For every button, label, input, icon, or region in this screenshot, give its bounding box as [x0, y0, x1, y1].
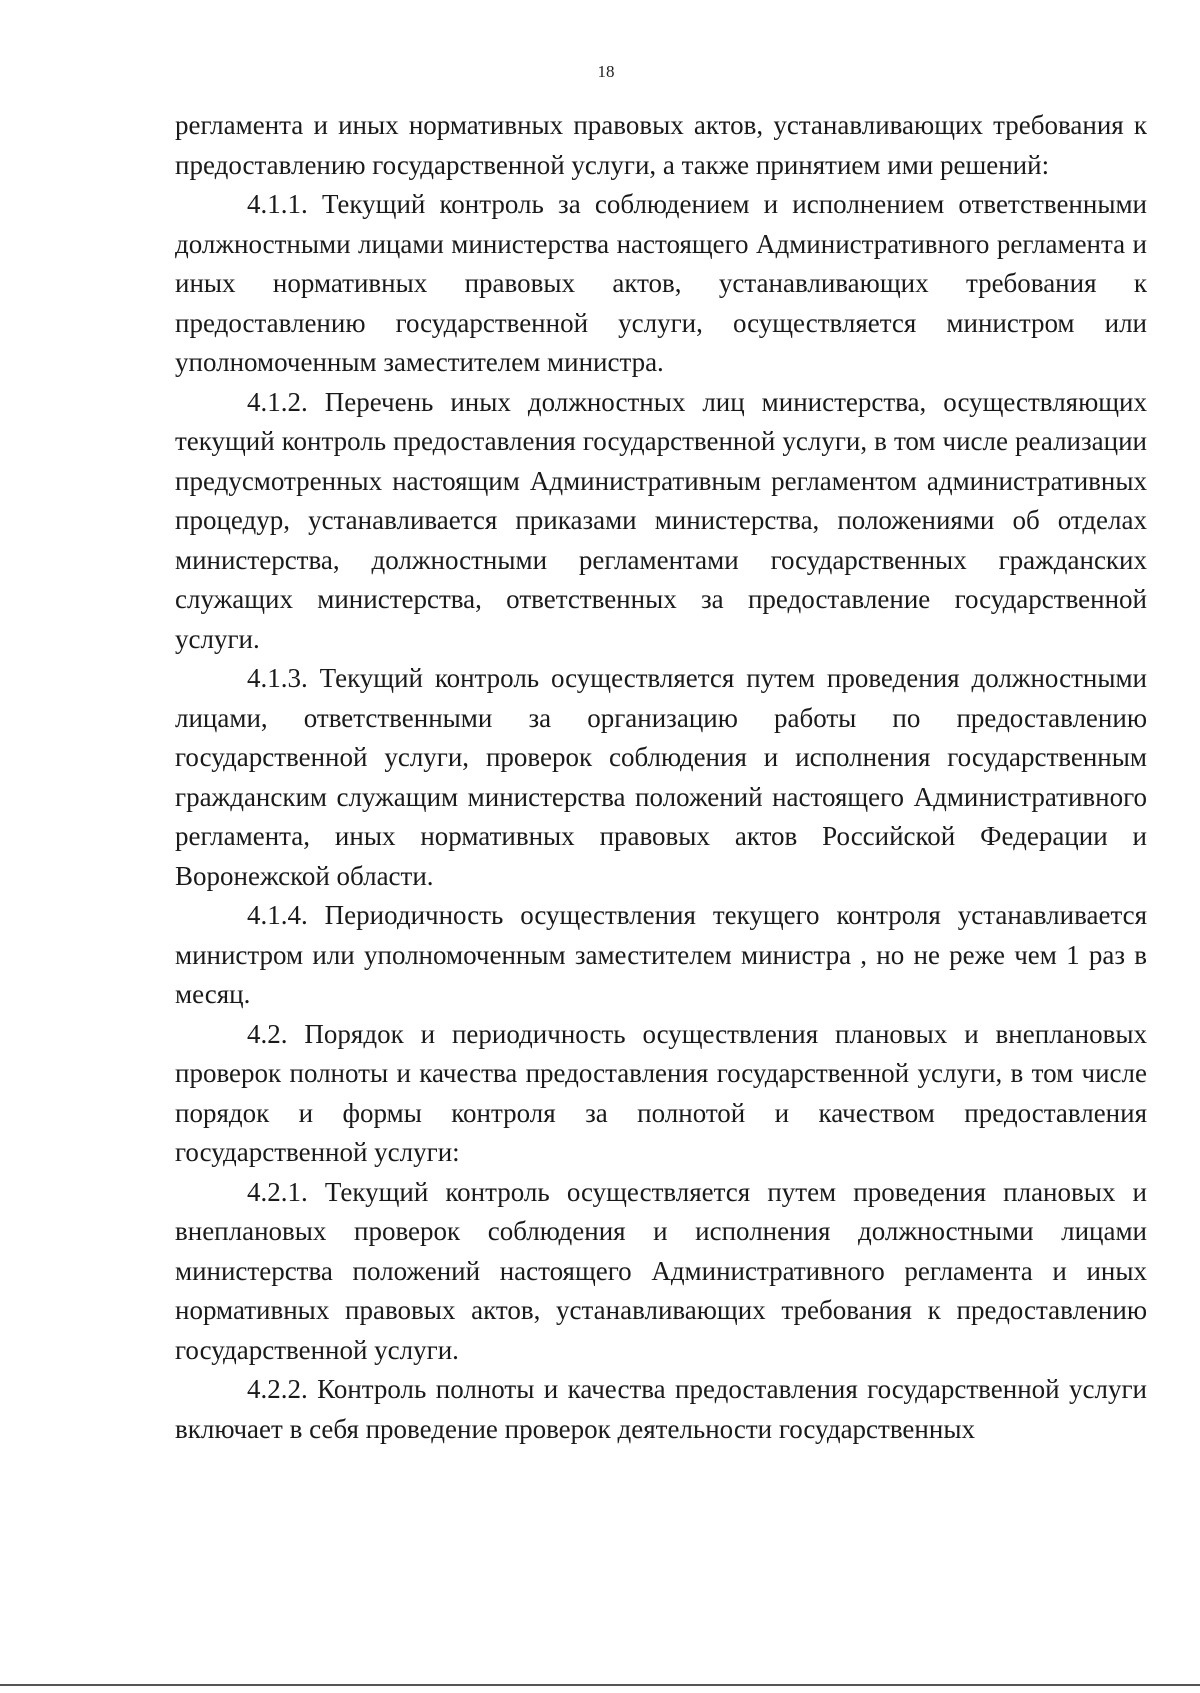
paragraph-4-2: 4.2. Порядок и периодичность осуществления плановых и внеплановых проверок полноты и качества предоставления государственной услуги, в том числе порядок и формы контроля за полнотой и качеством предоставления государственной услуги: — [175, 1018, 1147, 1167]
document-body — [175, 106, 1147, 1449]
paragraph-4-1-4: 4.1.4. Периодичность осуществления текущего контроля устанавливается министром или уполномоченным заместителем министра , но не реже чем 1 раз в месяц. — [175, 900, 1147, 1009]
page-number: 18 — [597, 62, 615, 81]
paragraph-4-2-1: 4.2.1. Текущий контроль осуществляется путем проведения плановых и внеплановых проверок соблюдения и исполнения должностными лицами министерства положений настоящего Административного регламента и иных нормативных правовых актов, устанавливающих требования к предоставлению государственной услуги. — [175, 1176, 1147, 1365]
paragraph-4-1-2: 4.1.2. Перечень иных должностных лиц министерства, осуществляющих текущий контроль предоставления государственной услуги, в том числе реализации предусмотренных настоящим Административным регламентом административных процедур, устанавливается приказами министерства, положениями об отделах министерства, должностными регламентами государственных гражданских служащих министерства, ответственных за предоставление государственной услуги. — [175, 386, 1147, 654]
paragraph-continuation: регламента и иных нормативных правовых актов, устанавливающих требования к предоставлению государственной услуги, а также принятием ими решений: — [175, 110, 1147, 180]
paragraph-4-1-1: 4.1.1. Текущий контроль за соблюдением и исполнением ответственными должностными лицами министерства настоящего Административного регламента и иных нормативных правовых актов, устанавливающих требования к предоставлению государственной услуги, осуществляется министром или уполномоченным заместителем министра. — [175, 189, 1147, 377]
paragraph-4-1-3: 4.1.3. Текущий контроль осуществляется путем проведения должностными лицами, ответственными за организацию работы по предоставлению государственной услуги, проверок соблюдения и исполнения государственным гражданским служащим министерства положений настоящего Административного регламента, иных нормативных правовых актов Российской Федерации и Воронежской области. — [175, 663, 1147, 891]
scan-bottom-edge — [0, 1684, 1200, 1686]
paragraph-4-2-2: 4.2.2. Контроль полноты и качества предоставления государственной услуги включает в себя проведение проверок деятельности государственных — [175, 1374, 1147, 1444]
